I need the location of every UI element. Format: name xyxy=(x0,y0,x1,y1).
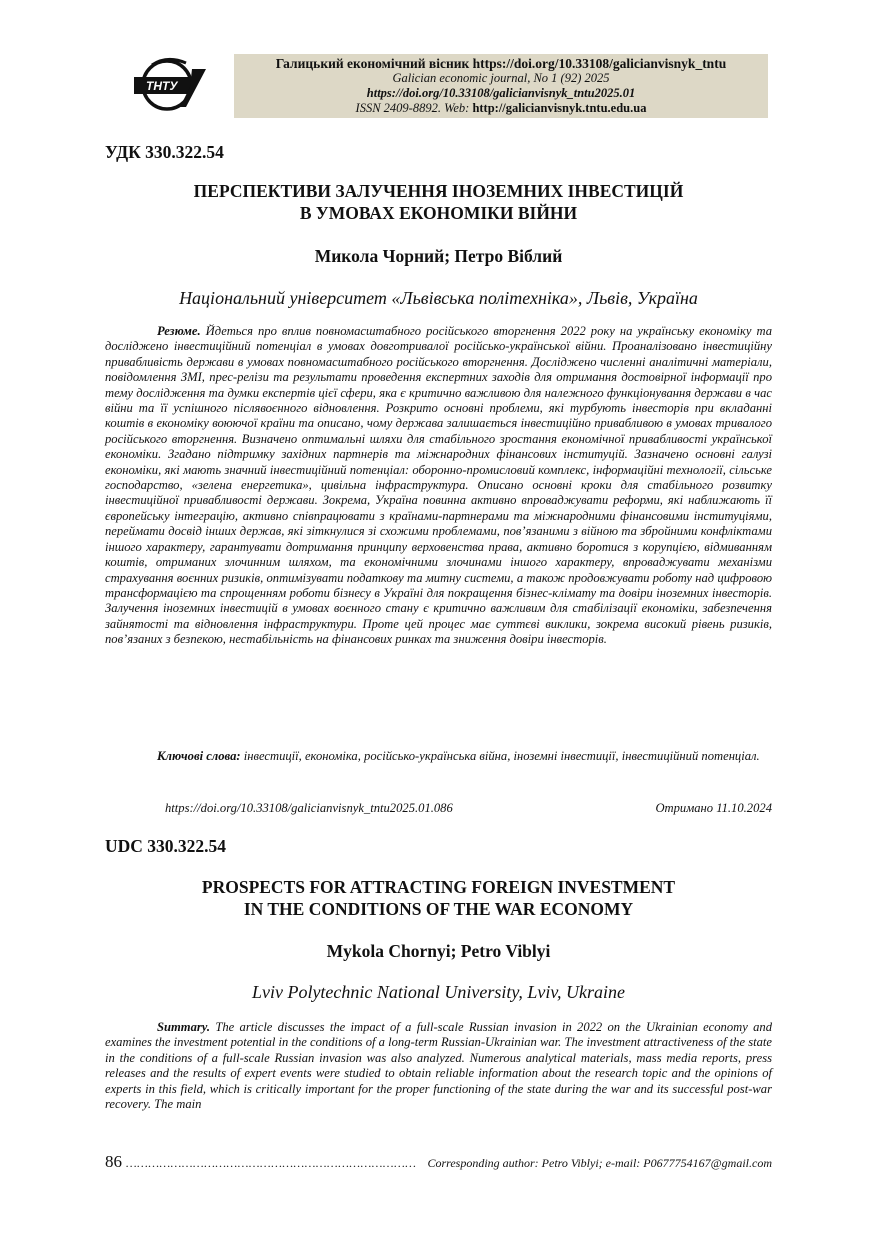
page-footer xyxy=(105,1152,772,1172)
footer-dots: …………………………………………………………………… xyxy=(126,1156,417,1170)
title-en-line1: PROSPECTS FOR ATTRACTING FOREIGN INVESTMENT xyxy=(201,877,676,897)
journal-issue-line: Galician economic journal, No 1 (92) 2025 xyxy=(392,71,610,85)
article-doi-link[interactable]: https://doi.org/10.33108/galicianvisnyk_tntu2025.01.086 xyxy=(165,801,453,815)
authors-en: Mykola Chornyi; Petro Viblyi xyxy=(326,941,551,961)
keywords-ua xyxy=(105,749,772,764)
abstract-lead: Резюме. xyxy=(157,324,201,338)
journal-header xyxy=(234,54,768,118)
doi-received-line xyxy=(165,801,772,816)
corresponding-author: Corresponding author: Petro Viblyi; e-mail: P0677754167@gmail.com xyxy=(427,1156,772,1170)
summary-lead: Summary. xyxy=(157,1020,211,1034)
title-ua-line2: В УМОВАХ ЕКОНОМІКИ ВІЙНИ xyxy=(299,203,578,223)
abstract-ua xyxy=(105,324,772,648)
udc-en: UDC 330.322.54 xyxy=(105,836,227,856)
issn-text: ISSN 2409-8892. Web: xyxy=(355,101,473,115)
journal-web-link[interactable]: http://galicianvisnyk.tntu.edu.ua xyxy=(472,101,647,115)
affiliation-en: Lviv Polytechnic National University, Lviv, Ukraine xyxy=(251,982,626,1002)
page-title-ua xyxy=(105,180,772,224)
tntu-logo-icon xyxy=(134,53,210,113)
journal-name-line: Галицький економічний вісник https://doi.org/10.33108/galicianvisnyk_tntu xyxy=(275,56,727,71)
keywords-text: інвестиції, економіка, російсько-українська війна, іноземні інвестиції, інвестиційний потенціал. xyxy=(243,749,760,763)
page-title-en xyxy=(105,876,772,920)
affiliation-ua: Національний університет «Львівська політехніка», Львів, Україна xyxy=(179,288,698,308)
logo-text: ТНТУ xyxy=(146,79,178,93)
title-ua-line1: ПЕРСПЕКТИВИ ЗАЛУЧЕННЯ ІНОЗЕМНИХ ІНВЕСТИЦІЙ xyxy=(193,181,684,201)
keywords-lead: Ключові слова: xyxy=(157,749,241,763)
abstract-text: Йдеться про вплив повномасштабного російського вторгнення 2022 року на українську економіку та досліджено інвестиційний потенціал в умовах довготривалої російсько-української війни. Проаналізовано інвестиційну привабливість держави в умовах повномасштабного російського вторгнення. Досліджено численні аналітичні матеріали, повідомлення ЗМІ, прес-релізи та результати проведення експертних заходів для отримання достовірної інформації про тему дослідження та думки експертів цієї сфери, яка є критично важливою для належного функціонування держави в час війни та її успішного післявоєнного відновлення. Розкрито основні проблеми, які турбують інвесторів при вкладанні коштів в економіку воюючої країни та описано, чому держава залишається інвестиційно привабливою в умовах тривалого російського вторгнення. Визначено оптимальні шляхи для стабільного зростання економічної привабливості української економіки. Згадано підтримку західних партнерів та міжнародних фінансових інституцій. Зазначено основні галузі економіки, які мають значний інвестиційний потенціал: оборонно-промисловий комплекс, інформаційні технології, сільське господарство, «зелена енергетика», цивільна інфраструктура. Описано основні кроки для стабільного розвитку інвестиційної привабливості держави. Зокрема, Україна повинна активно впроваджувати реформи, які наближають її європейську інтеграцію, активно співпрацювати з країнами-партнерами та міжнародними фінансовими інституціями, переймати досвід інших держав, які зіткнулися зі схожими проблемами, пов’язаними з війною та збройними конфліктами іншого характеру, гарантувати дотримання принципу верховенства права, активно боротися з корупцією, відмиванням коштів, отриманих злочинним шляхом, та економічними злочинами іншого характеру, впроваджувати механізми страхування воєнних ризиків, оптимізувати податкову та митну системи, а також продовжувати роботу над цифровою трансформацією та спрощенням роботи бізнесу в Україні для покращення бізнес-клімату та довіри іноземних інвесторів. Залучення іноземних інвестицій в умовах воєнного стану є критично важливим для стабілізації економіки, забезпечення зайнятості та відновлення інфраструктури. Проте цей процес має суттєві виклики, зокрема високий рівень ризиків, пов’язаних з безпекою, нестабільність на фінансових ринках та зниження довіри інвесторів. xyxy=(105,324,772,647)
authors-ua: Микола Чорний; Петро Віблий xyxy=(314,246,563,266)
summary-en xyxy=(105,1020,772,1112)
journal-doi-line: https://doi.org/10.33108/galicianvisnyk_tntu2025.01 xyxy=(366,86,636,100)
title-en-line2: IN THE CONDITIONS OF THE WAR ECONOMY xyxy=(243,899,634,919)
summary-text: The article discusses the impact of a full-scale Russian invasion in 2022 on the Ukrainian economy and examines the investment potential in the conditions of a long-term Russian-Ukrainian war. The investment attractiveness of the state in the conditions of a full-scale Russian invasion was also analyzed. Numerous analytical materials, mass media reports, press releases and the results of expert events were studied to obtain reliable information about the research topic and the opinions of experts in this field, which is critically important for the proper functioning of the state during the war and its successful post-war recovery. The main xyxy=(105,1020,772,1112)
journal-issn-line xyxy=(234,101,768,116)
udc-ua: УДК 330.322.54 xyxy=(105,142,224,162)
received-date: Отримано 11.10.2024 xyxy=(655,801,772,815)
page-number: 86 xyxy=(105,1152,122,1171)
